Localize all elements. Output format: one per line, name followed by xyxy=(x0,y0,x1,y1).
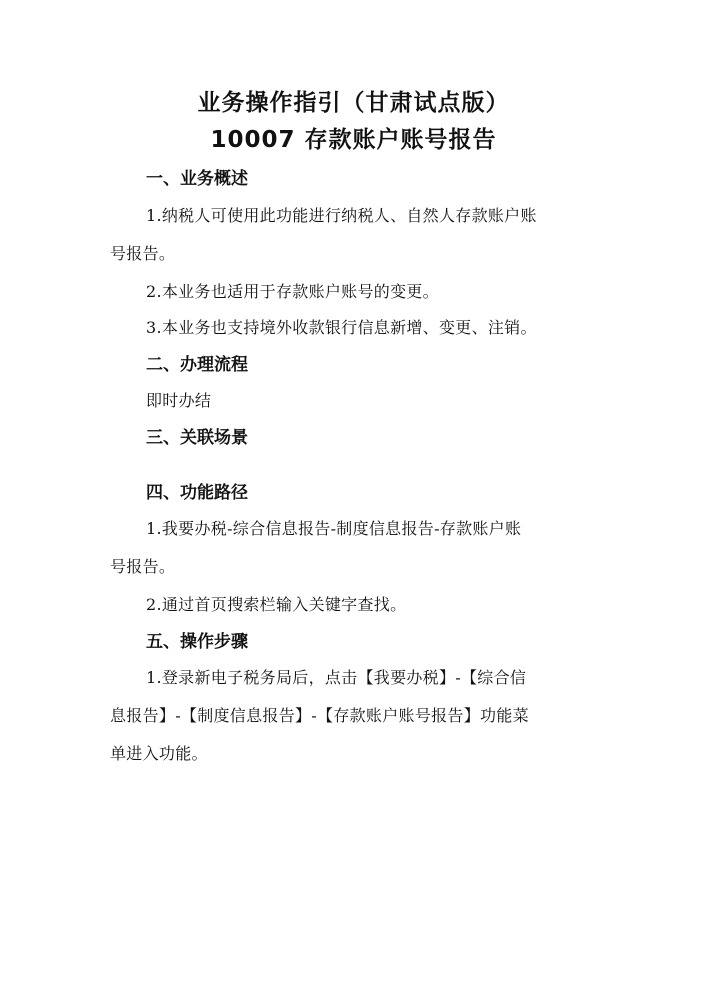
paragraph-line: 2.本业务也适用于存款账户账号的变更。 xyxy=(146,282,439,301)
paragraph-line: 单进入功能。 xyxy=(110,744,208,763)
paragraph-line: 号报告。 xyxy=(110,244,176,263)
paragraph-line: 1.我要办税-综合信息报告-制度信息报告-存款账户账 xyxy=(146,519,522,538)
section-heading-steps: 五、操作步骤 xyxy=(146,632,248,652)
paragraph-line: 即时办结 xyxy=(146,391,212,410)
paragraph-line: 1.登录新电子税务局后，点击【我要办税】-【综合信 xyxy=(146,668,527,687)
paragraph-line: 3.本业务也支持境外收款银行信息新增、变更、注销。 xyxy=(146,318,537,337)
paragraph-line: 息报告】-【制度信息报告】-【存款账户账号报告】功能菜 xyxy=(110,706,529,725)
section-heading-overview: 一、业务概述 xyxy=(146,169,248,189)
paragraph-line: 号报告。 xyxy=(110,557,176,576)
document-subtitle: 10007 存款账户账号报告 xyxy=(210,127,497,153)
paragraph-line: 1.纳税人可使用此功能进行纳税人、自然人存款账户账 xyxy=(146,206,537,225)
paragraph-line: 2.通过首页搜索栏输入关键字查找。 xyxy=(146,595,407,614)
section-heading-process: 二、办理流程 xyxy=(146,355,248,375)
section-heading-scenarios: 三、关联场景 xyxy=(146,428,248,448)
section-heading-path: 四、功能路径 xyxy=(146,483,248,503)
document-title: 业务操作指引（甘肃试点版） xyxy=(197,90,510,116)
